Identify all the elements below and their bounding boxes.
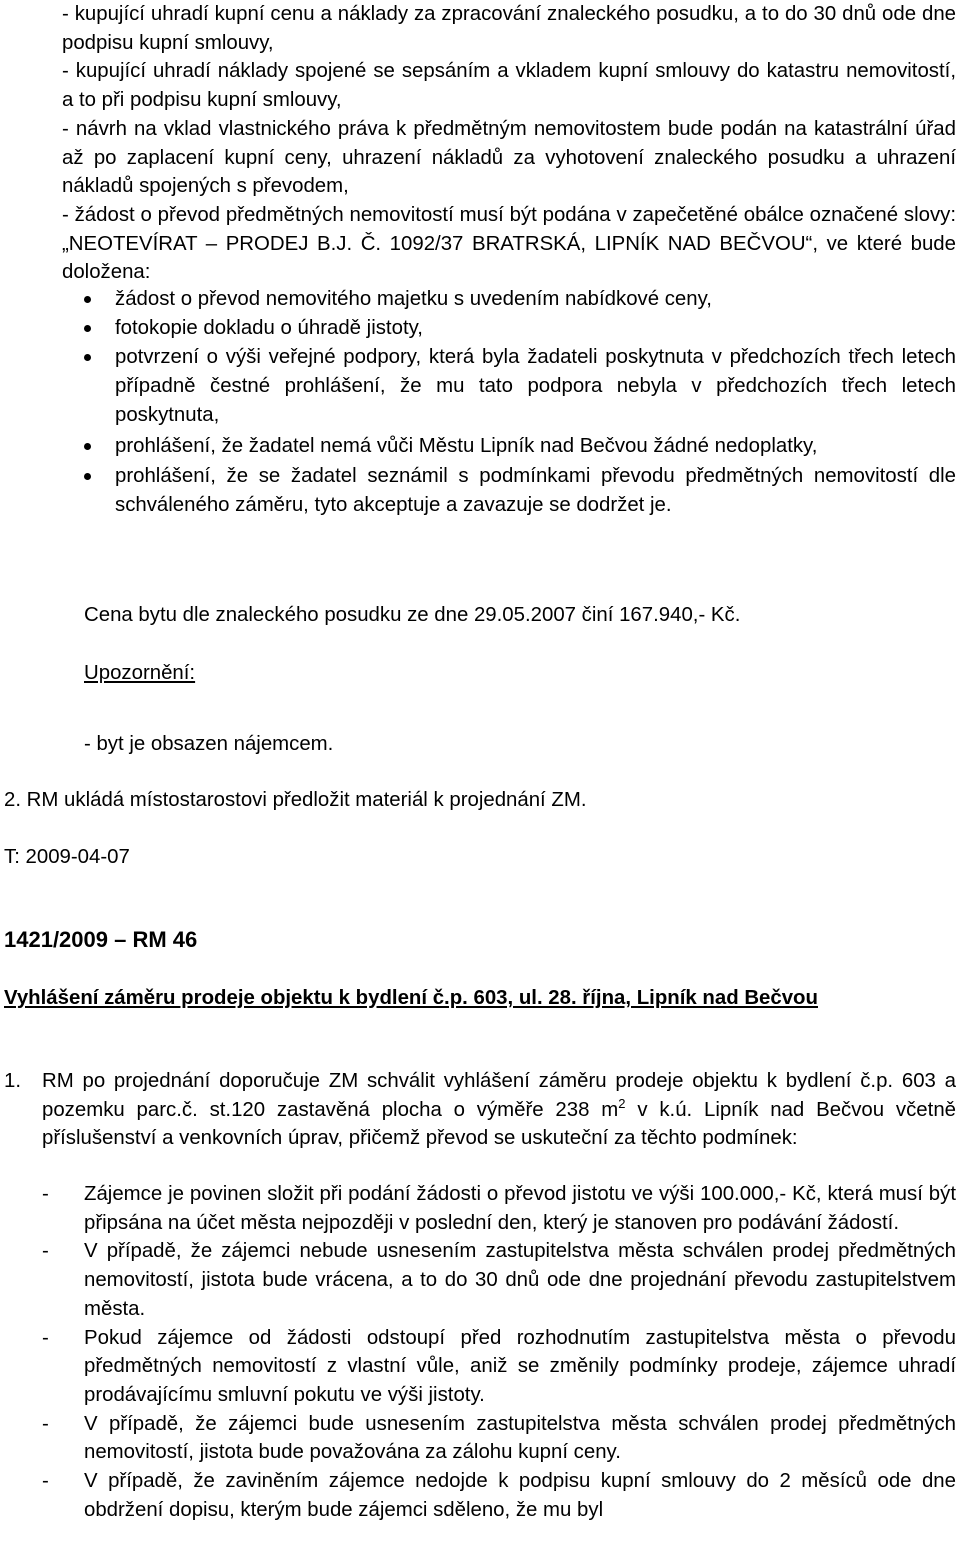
bullet-icon xyxy=(84,354,91,361)
condition-payment: - kupující uhradí kupní cenu a náklady za zpracování znaleckého posudku, a to do 30 dnů ode dne podpisu kupní smlouvy, xyxy=(62,3,956,54)
list-item: žádost o převod nemovitého majetku s uvedením nabídkové ceny, xyxy=(84,285,956,314)
item-number: 1. xyxy=(4,1070,22,1092)
sale-terms-list xyxy=(42,1180,956,1524)
bullet-icon xyxy=(84,296,91,303)
list-item: fotokopie dokladu o úhradě jistoty, xyxy=(84,314,956,343)
condition-cadastre-proposal: - návrh na vklad vlastnického práva k předmětným nemovitostem bude podán na katastrální úřad až po zaplacení kupní ceny, uhrazení nákladů za vyhotovení znaleckého posudku a uhrazení nákladů spojených s převodem, xyxy=(62,117,956,198)
warning-label: Upozornění: xyxy=(84,662,196,684)
list-item: potvrzení o výši veřejné podpory, která byla žadateli poskytnuta v předchozích třech letech případně čestné prohlášení, že mu tato podpora nebyla v předchozích třech letech poskytnuta, xyxy=(84,343,956,429)
bullet-icon xyxy=(84,325,91,332)
condition-cadastre-costs: - kupující uhradí náklady spojené se sepsáním a vkladem kupní smlouvy do katastru nemovitostí, a to při podpisu kupní smlouvy, xyxy=(62,60,956,112)
list-item: - V případě, že zaviněním zájemce nedojde k podpisu kupní smlouvy do 2 měsíců ode dne obdržení dopisu, kterým bude zájemci sděleno, že mu byl xyxy=(42,1470,956,1521)
bullet-icon xyxy=(84,473,91,480)
sale-conditions-list xyxy=(62,0,956,287)
list-item: prohlášení, že žadatel nemá vůči Městu Lipník nad Bečvou žádné nedoplatky, xyxy=(84,432,956,461)
item-2: 2. RM ukládá místostarostovi předložit materiál k projednání ZM. xyxy=(4,789,587,811)
resolution-number: 1421/2009 – RM 46 xyxy=(4,927,198,952)
required-documents-list xyxy=(84,285,956,520)
list-item: - Zájemce je povinen složit při podání žádosti o převod jistotu ve výši 100.000,- Kč, která musí být připsána na účet města nejpozději v poslední den, který je stanoven pro podávání žádostí. xyxy=(42,1183,956,1234)
deadline: T: 2009-04-07 xyxy=(4,846,130,868)
warning-text: - byt je obsazen nájemcem. xyxy=(84,733,334,755)
superscript: 2 xyxy=(618,1095,626,1111)
bullet-icon xyxy=(84,443,91,450)
list-item: prohlášení, že se žadatel seznámil s podmínkami převodu předmětných nemovitostí dle schváleného záměru, tyto akceptuje a zavazuje se dodržet je. xyxy=(84,462,956,519)
resolution-title: Vyhlášení záměru prodeje objektu k bydlení č.p. 603, ul. 28. října, Lipník nad Bečvou xyxy=(4,987,818,1009)
resolution-item-1 xyxy=(4,1067,956,1153)
list-item: - V případě, že zájemci bude usnesením zastupitelstva města schválen prodej předmětných nemovitostí, jistota bude považována za zálohu kupní ceny. xyxy=(42,1412,956,1464)
condition-sealed-envelope: - žádost o převod předmětných nemovitostí musí být podána v zapečetěné obálce označené slovy: „NEOTEVÍRAT – PRODEJ B.J. Č. 1092/37 BRATRSKÁ, LIPNÍK NAD BEČVOU“, ve které bude doložena: xyxy=(62,203,956,284)
list-item: - Pokud zájemce od žádosti odstoupí před rozhodnutím zastupitelstva města o převodu předmětných nemovitostí z vlastní vůle, aniž se změnily podmínky prodeje, zájemce uhradí prodávajícímu smluvní pokutu ve výši jistoty. xyxy=(42,1326,956,1406)
list-item: - V případě, že zájemci nebude usnesením zastupitelstva města schválen prodej předmětných nemovitostí, jistota bude vrácena, a to do 30 dnů ode dne projednání převodu zastupitelstvem města. xyxy=(42,1240,956,1320)
price-line: Cena bytu dle znaleckého posudku ze dne 29.05.2007 činí 167.940,- Kč. xyxy=(84,604,741,626)
item-1-text: RM po projednání doporučuje ZM schválit vyhlášení záměru prodeje objektu k bydlení č.p. 603 a pozemku parc.č. st.120 zastavěná plocha o výměře 238 $m^2$ v k.ú. Lipník nad Bečvou včetně příslušenství a venkovních úprav, přičemž převod se uskuteční za těchto podmínek: xyxy=(42,1070,956,1150)
